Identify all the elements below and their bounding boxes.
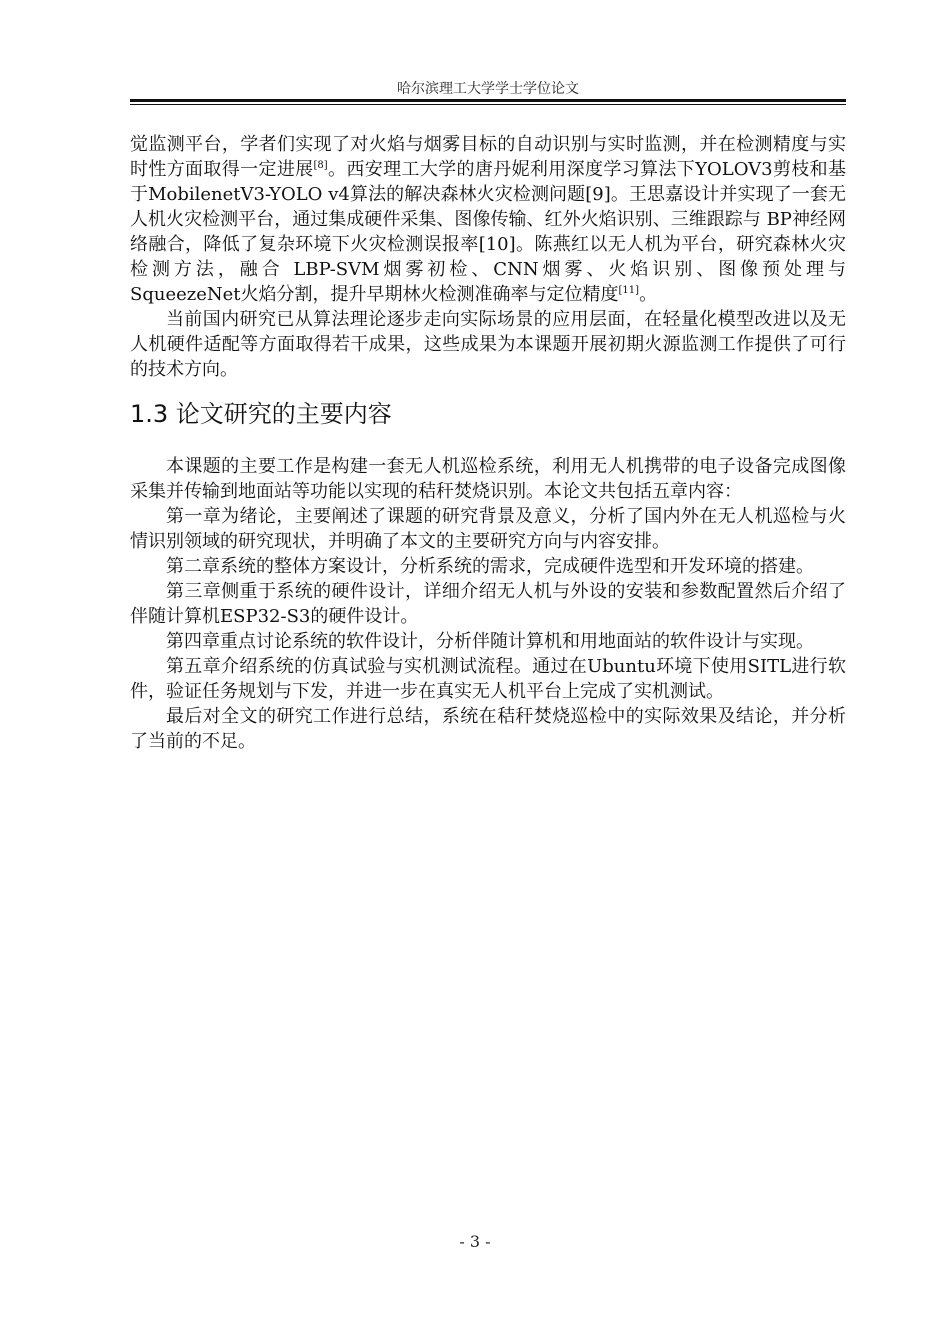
paragraph-chapter-1: 第一章为绪论，主要阐述了课题的研究背景及意义，分析了国内外在无人机巡检与火情识别领域的研究现状，并明确了本文的主要研究方向与内容安排。 [130,506,846,552]
paragraph-chapter-2: 第二章系统的整体方案设计，分析系统的需求，完成硬件选型和开发环境的搭建。 [166,556,814,577]
paragraph-text: 。 [639,284,658,305]
paragraph-conclusion: 最后对全文的研究工作进行总结，系统在秸秆焚烧巡检中的实际效果及结论，并分析了当前的不足。 [130,706,846,752]
paragraph-continued [130,132,846,307]
section-heading: 1.3 论文研究的主要内容 [130,400,392,428]
paragraph: 当前国内研究已从算法理论逐步走向实际场景的应用层面，在轻量化模型改进以及无人机硬件适配等方面取得若干成果，这些成果为本课题开展初期火源监测工作提供了可行的技术方向。 [130,309,846,380]
paragraph-text: 觉监测平台，学者们实现了对火焰与烟雾目标的自动识别与实时监测，并在检测精度与实时性方面取得一定进展 [130,134,846,180]
paragraph-chapter-5: 第五章介绍系统的仿真试验与实机测试流程。通过在Ubuntu环境下使用SITL进行软件，验证任务规划与下发，并进一步在真实无人机平台上完成了实机测试。 [130,656,846,702]
paragraph-chapter-4: 第四章重点讨论系统的软件设计，分析伴随计算机和用地面站的软件设计与实现。 [166,631,814,652]
running-header: 哈尔滨理工大学学士学位论文 [397,81,579,97]
paragraph: 本课题的主要工作是构建一套无人机巡检系统，利用无人机携带的电子设备完成图像采集并传输到地面站等功能以实现的秸秆焚烧识别。本论文共包括五章内容： [130,456,846,502]
header-rule-thick [130,99,846,102]
citation-11: [11] [618,285,640,296]
citation-8: [8] [313,160,328,171]
paragraph-text: 。西安理工大学的唐丹妮利用深度学习算法下YOLOV3剪枝和基于MobilenetV3-YOLO v4算法的解决森林火灾检测问题[9]。王思嘉设计并实现了一套无人机火灾检测平台，通过集成硬件采集、图像传输、红外火焰识别、三维跟踪与 BP神经网络融合，降低了复杂环境下火灾检测误报率[10]。陈燕红以无人机为平台，研究森林火灾检测方法，融合 LBP-SVM烟雾初检、CNN烟雾、火焰识别、图像预处理与 SqueezeNet火焰分割，提升早期林火检测准确率与定位精度 [130,159,847,305]
header-rule-thin [130,104,846,105]
page-body [130,132,846,754]
paragraph-chapter-3: 第三章侧重于系统的硬件设计，详细介绍无人机与外设的安装和参数配置然后介绍了伴随计算机ESP32-S3的硬件设计。 [130,581,846,627]
page-number: - 3 - [459,1232,491,1251]
